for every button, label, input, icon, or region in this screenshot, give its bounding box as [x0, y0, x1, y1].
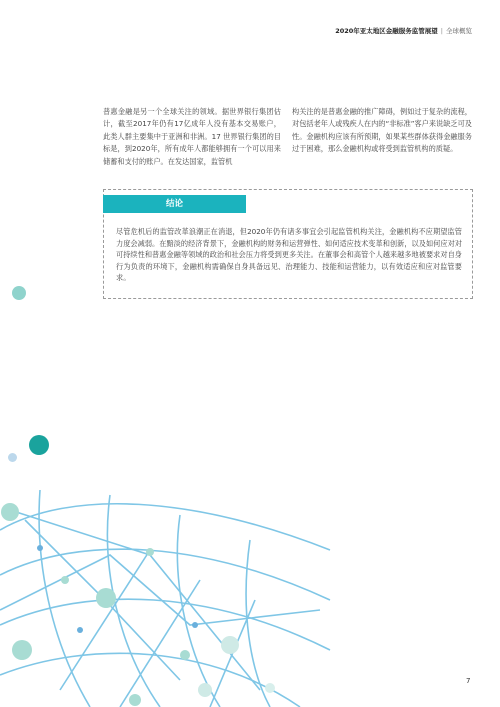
conclusion-title: 结论	[103, 195, 246, 213]
running-header	[335, 26, 472, 35]
body-column-left: 普惠金融是另一个全球关注的领域。据世界银行集团估计，截至2017年仍有17亿成年人没有基本交易账户，此类人群主要集中于亚洲和非洲。17 世界银行集团的目标是，到2020年，所有成年人都能够拥有一个可以用来储蓄和支付的账户。在发达国家，监管机	[103, 107, 281, 166]
decorative-dot	[12, 286, 26, 300]
conclusion-box	[103, 189, 473, 299]
decorative-dot	[29, 435, 49, 455]
header-title: 2020年亚太地区金融服务监管展望	[335, 27, 438, 35]
globe-network-graphic	[0, 490, 340, 707]
header-section: 全球概览	[446, 27, 472, 35]
header-separator: |	[440, 27, 443, 35]
page-number: 7	[466, 677, 471, 685]
conclusion-text: 尽管危机后的监管改革浪潮正在消退，但2020年仍有诸多事宜会引起监管机构关注，金融机构不应期望监管力度会减弱。在黯淡的经济背景下，金融机构的财务和运营弹性、如何适应技术变革和创新，以及如何应对对可持续性和普惠金融等领域的政治和社会压力将受到更多关注。在董事会和高管个人越来越多地被要求对自身行为负责的环境下，金融机构需确保自身具备远见、治理能力、技能和运营能力，以有效适应和应对监管要求。	[116, 227, 462, 283]
body-column-right: 构关注的是普惠金融的推广障碍，例如过于复杂的流程，对包括老年人或残疾人在内的“非标准”客户来说缺乏可及性。金融机构应该有所预期，如果某些群体获得金融服务过于困难，那么金融机构或将受到监管机构的质疑。	[292, 107, 472, 154]
decorative-dot	[8, 453, 17, 462]
